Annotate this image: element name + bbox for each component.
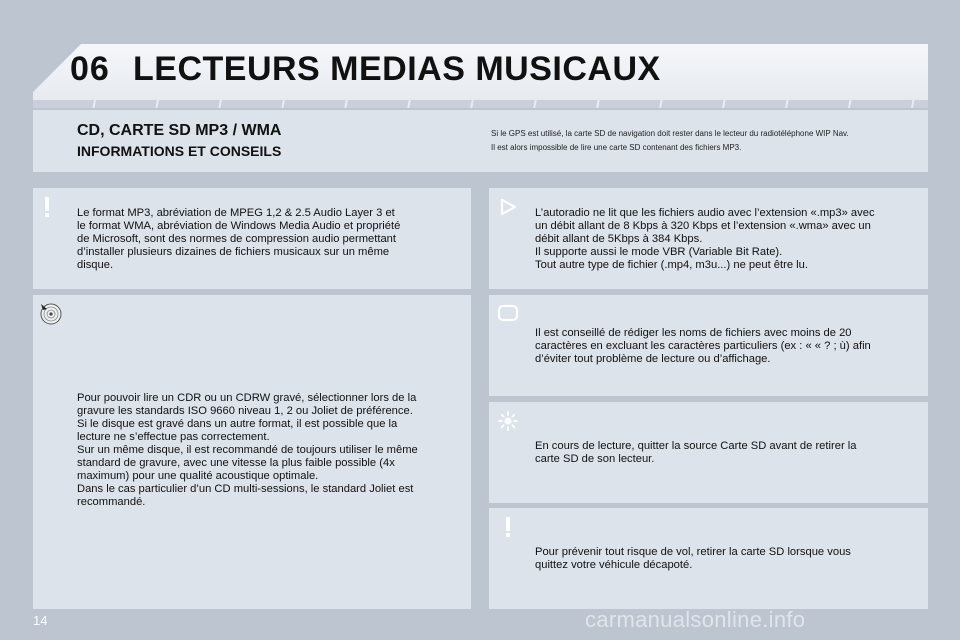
panel-text-file-names [535, 327, 927, 366]
panel-text-sd-removal [535, 440, 927, 466]
text-line: caractères en excluant les caractères particuliers (ex : « « ? ; ù) afin [535, 340, 871, 352]
chapter-title: LECTEURS MEDIAS MUSICAUX [133, 50, 661, 88]
section-title: CD, CARTE SD MP3 / WMA [77, 122, 282, 139]
page-number: 14 [33, 613, 48, 628]
text-line: débit allant de 5Kbps à 384 Kbps. [535, 233, 703, 245]
text-line: Pour pouvoir lire un CDR ou un CDRW gravé, sélectionner lors de la [77, 392, 417, 404]
header-stripe [33, 100, 928, 108]
text-line: lecture ne s’effectue pas correctement. [77, 431, 270, 443]
text-line: Tout autre type de fichier (.mp4, m3u...) ne peut être lu. [535, 259, 808, 271]
gps-note [491, 127, 931, 155]
text-line: Sur un même disque, il est recommandé de toujours utiliser le même [77, 444, 418, 456]
gps-note-line: Il est alors impossible de lire une carte SD contenant des fichiers MP3. [491, 143, 742, 152]
text-line: En cours de lecture, quitter la source Carte SD avant de retirer la [535, 440, 857, 452]
rounded-rect-icon [495, 300, 521, 326]
text-line: L’autoradio ne lit que les fichiers audio avec l’extension «.mp3» avec [535, 207, 875, 219]
text-line: recommandé. [77, 496, 146, 508]
text-line: de Microsoft, sont des normes de compression audio permettant [77, 233, 397, 245]
text-line: carte SD de son lecteur. [535, 453, 655, 465]
section-subtitle: INFORMATIONS ET CONSEILS [77, 143, 282, 159]
text-line: d’éviter tout problème de lecture ou d’affichage. [535, 353, 771, 365]
text-line: Il supporte aussi le mode VBR (Variable Bit Rate). [535, 246, 783, 258]
gps-note-line: Si le GPS est utilisé, la carte SD de navigation doit rester dans le lecteur du radiotéléphone WIP Nav. [491, 129, 849, 138]
text-line: quittez votre véhicule décapoté. [535, 559, 693, 571]
text-line: standard de gravure, avec une vitesse la plus faible possible (4x [77, 457, 395, 469]
disc-icon [37, 300, 63, 326]
panel-text-theft-warning [535, 546, 927, 572]
text-line: Si le disque est gravé dans un autre format, il est possible que la [77, 418, 398, 430]
text-line: gravure les standards ISO 9660 niveau 1, 2 ou Joliet de préférence. [77, 405, 413, 417]
text-line: Il est conseillé de rédiger les noms de fichiers avec moins de 20 [535, 327, 852, 339]
text-line: un débit allant de 8 Kbps à 320 Kbps et l’extension «.wma» avec un [535, 220, 871, 232]
watermark: carmanualsonline.info [585, 607, 806, 632]
text-line: le format WMA, abréviation de Windows Media Audio et propriété [77, 220, 401, 232]
exclamation-icon [34, 194, 60, 220]
sun-icon [495, 408, 521, 434]
text-line: Pour prévenir tout risque de vol, retirer la carte SD lorsque vous [535, 546, 851, 558]
text-line: d’installer plusieurs dizaines de fichiers musicaux sur un même [77, 246, 390, 258]
text-line: maximum) pour une qualité acoustique optimale. [77, 470, 319, 482]
text-line: disque. [77, 259, 114, 271]
chapter-number: 06 [70, 50, 110, 88]
play-icon [495, 194, 521, 220]
panel-text-file-extensions [535, 207, 927, 272]
panel-text-mp3-format [77, 207, 467, 272]
text-line: Le format MP3, abréviation de MPEG 1,2 & 2.5 Audio Layer 3 et [77, 207, 395, 219]
text-line: Dans le cas particulier d’un CD multi-sessions, le standard Joliet est [77, 483, 414, 495]
exclamation-icon [495, 514, 521, 540]
panel-text-cdr-burning [77, 392, 469, 509]
